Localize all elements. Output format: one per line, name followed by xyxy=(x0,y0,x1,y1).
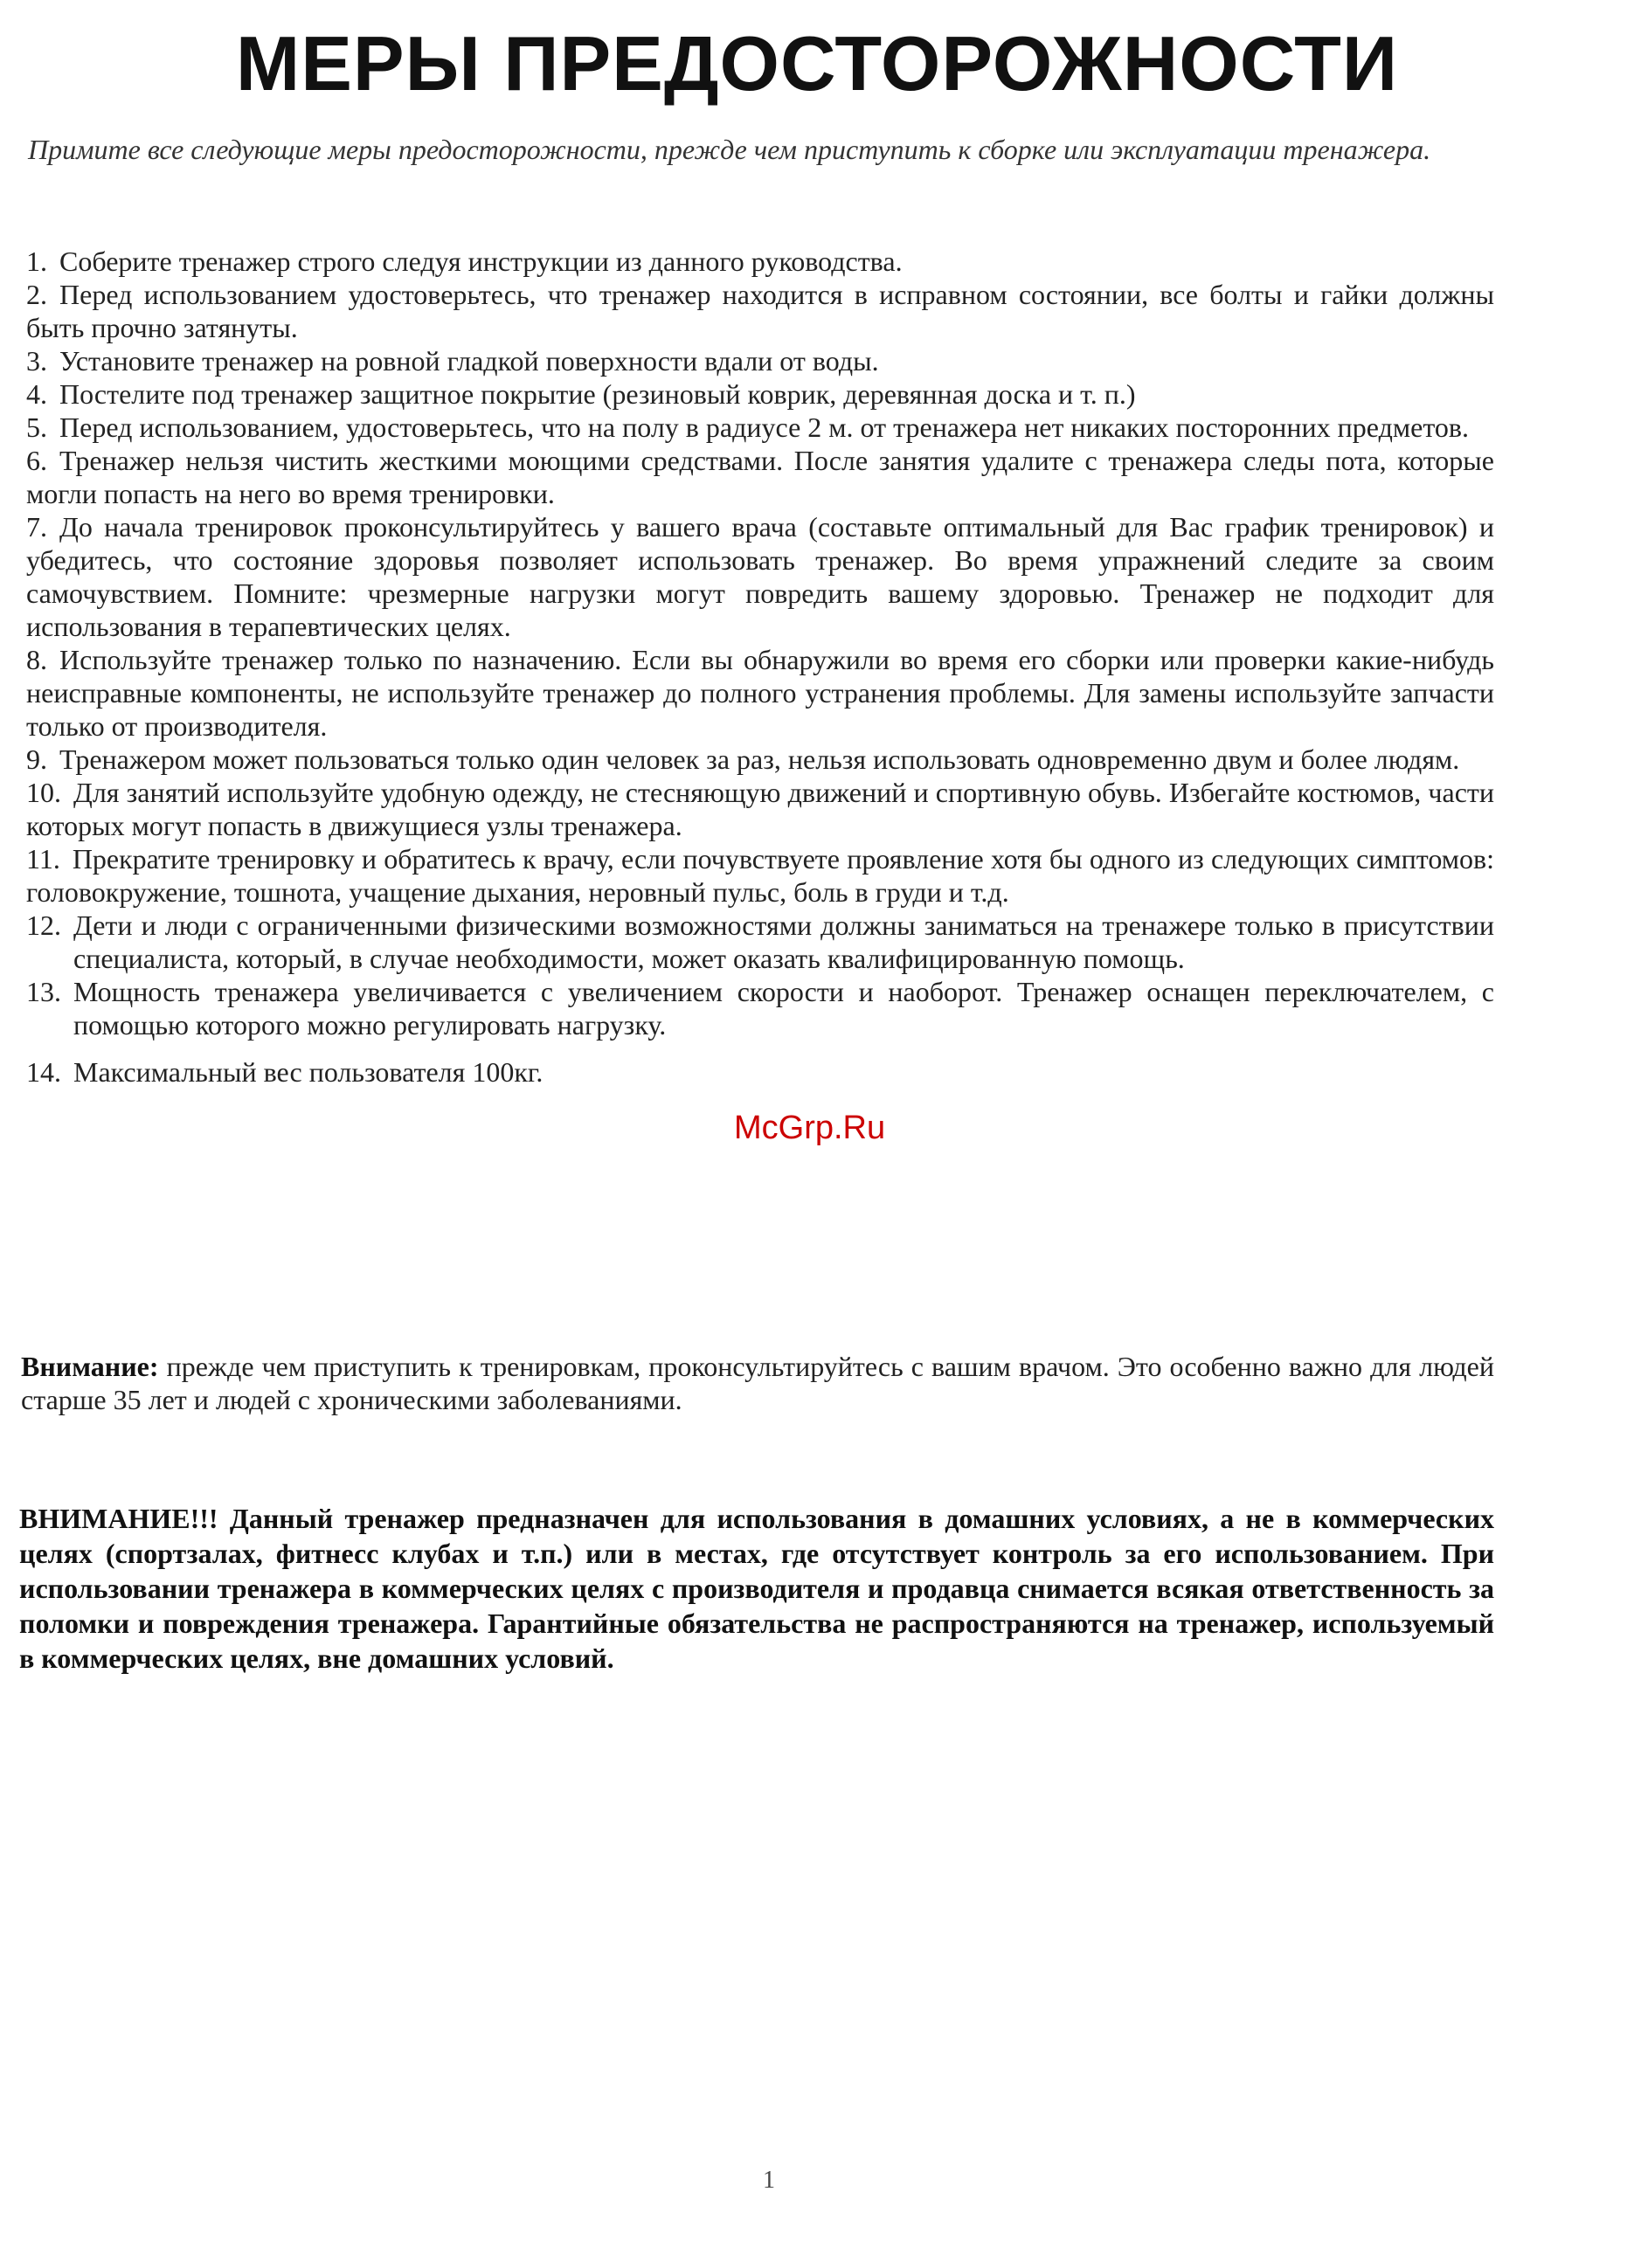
list-item xyxy=(26,344,1494,377)
item-number: 10. xyxy=(26,777,61,808)
list-item xyxy=(26,444,1494,510)
list-item xyxy=(26,411,1494,444)
list-item xyxy=(26,245,1494,278)
item-number: 4. xyxy=(26,378,47,410)
page-number: 1 xyxy=(763,2167,775,2194)
item-text: До начала тренировок проконсультируйтесь у вашего врача (составьте оптимальный для Вас график тренировок) и убедитесь, что состояние здоровья позволяет использовать тренажер. Во время упражнений следите за своим самочувствием. Помните: чрезмерные нагрузки могут повредить вашему здоровью. Тренажер не подходит для использования в терапевтических целях. xyxy=(26,511,1494,642)
list-item xyxy=(26,776,1494,842)
attention-label: Внимание: xyxy=(21,1351,159,1382)
attention-note xyxy=(21,1350,1494,1416)
list-item xyxy=(26,377,1494,411)
list-item xyxy=(26,842,1494,909)
item-text: Используйте тренажер только по назначению. Если вы обнаружили во время его сборки или проверки какие-нибудь неисправные компоненты, не используйте тренажер до полного устранения проблемы. Для замены используйте запчасти только от производителя. xyxy=(26,644,1494,742)
list-item xyxy=(26,743,1494,776)
watermark: McGrp.Ru xyxy=(734,1110,886,1146)
item-text: Максимальный вес пользователя 100кг. xyxy=(73,1056,544,1088)
commercial-use-warning: ВНИМАНИЕ!!! Данный тренажер предназначен для использования в домашних условиях, а не в коммерческих целях (спортзалах, фитнесс клубах и т.п.) или в местах, где отсутствует контроль за его использованием. При использовании тренажера в коммерческих целях с производителя и продавца снимается всякая ответственность за поломки и повреждения тренажера. Гарантийные обязательства не распространяются на тренажер, используемый в коммерческих целях, вне домашних условий. xyxy=(19,1503,1494,1674)
attention-text: прежде чем приступить к тренировкам, проконсультируйтесь с вашим врачом. Это особенно важно для людей старше 35 лет и людей с хроническими заболеваниями. xyxy=(21,1351,1495,1415)
item-text: Прекратите тренировку и обратитесь к врачу, если почувствуете проявление хотя бы одного из следующих симптомов: головокружение, тошнота, учащение дыхания, неровный пульс, боль в груди и т.д. xyxy=(26,843,1494,908)
list-item xyxy=(26,510,1494,643)
precautions-list xyxy=(26,245,1494,1089)
item-number: 12. xyxy=(26,909,61,941)
list-item xyxy=(26,975,1494,1041)
item-number: 9. xyxy=(26,743,47,775)
list-item xyxy=(26,643,1494,743)
item-number: 7. xyxy=(26,511,47,543)
item-text: Установите тренажер на ровной гладкой поверхности вдали от воды. xyxy=(59,345,879,377)
item-number: 6. xyxy=(26,445,47,476)
item-number: 1. xyxy=(26,245,47,277)
item-text: Для занятий используйте удобную одежду, не стесняющую движений и спортивную обувь. Избегайте костюмов, части которых могут попасть в движущиеся узлы тренажера. xyxy=(26,777,1494,841)
item-number: 2. xyxy=(26,279,47,310)
intro-text: Примите все следующие меры предосторожности, прежде чем приступить к сборке или эксплуатации тренажера. xyxy=(28,134,1431,165)
item-number: 5. xyxy=(26,411,47,443)
item-text: Перед использованием, удостоверьтесь, что на полу в радиусе 2 м. от тренажера нет никаких посторонних предметов. xyxy=(59,411,1469,443)
item-text: Мощность тренажера увеличивается с увеличением скорости и наоборот. Тренажер оснащен переключателем, с помощью которого можно регулировать нагрузку. xyxy=(73,976,1494,1041)
list-item xyxy=(26,278,1494,344)
item-number: 11. xyxy=(26,843,60,875)
item-number: 3. xyxy=(26,345,47,377)
item-text: Тренажер нельзя чистить жесткими моющими средствами. После занятия удалите с тренажера следы пота, которые могли попасть на него во время тренировки. xyxy=(26,445,1494,509)
item-number: 14. xyxy=(26,1056,61,1088)
list-item xyxy=(26,1055,1494,1089)
item-text: Перед использованием удостоверьтесь, что тренажер находится в исправном состоянии, все болты и гайки должны быть прочно затянуты. xyxy=(26,279,1494,343)
list-item xyxy=(26,909,1494,975)
item-number: 13. xyxy=(26,976,61,1007)
item-text: Тренажером может пользоваться только один человек за раз, нельзя использовать одновременно двум и более людям. xyxy=(59,743,1460,775)
item-text: Дети и люди с ограниченными физическими возможностями должны заниматься на тренажере только в присутствии специалиста, который, в случае необходимости, может оказать квалифицированную помощь. xyxy=(73,909,1494,974)
item-text: Постелите под тренажер защитное покрытие (резиновый коврик, деревянная доска и т. п.) xyxy=(59,378,1136,410)
item-number: 8. xyxy=(26,644,47,675)
page-title: МЕРЫ ПРЕДОСТОРОЖНОСТИ xyxy=(235,20,1399,107)
item-text: Соберите тренажер строго следуя инструкции из данного руководства. xyxy=(59,245,903,277)
